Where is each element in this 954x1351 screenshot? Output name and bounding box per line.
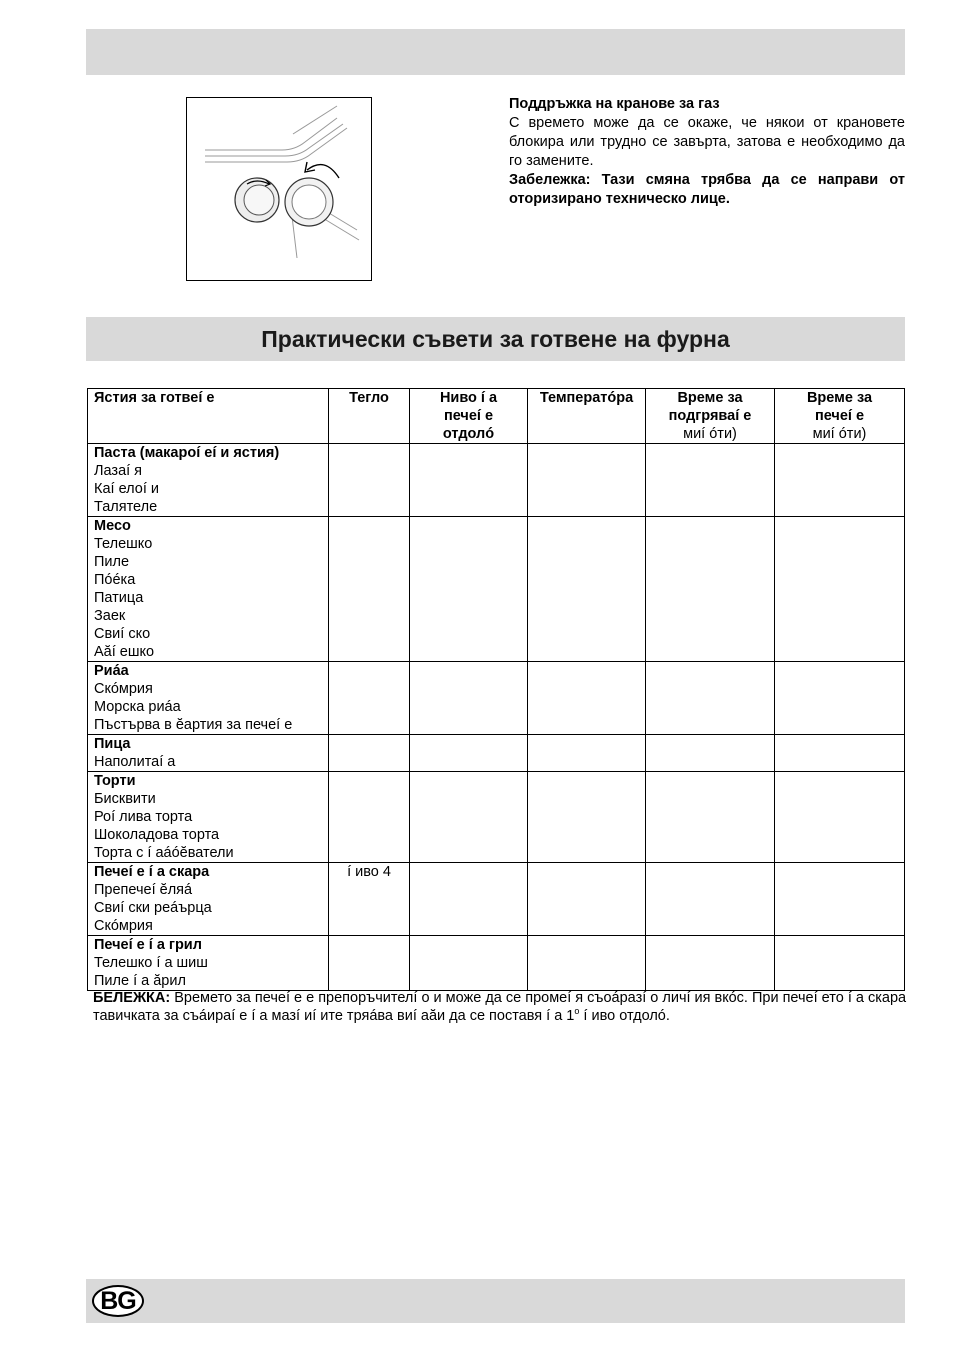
maintenance-body: С времето може да се окаже, че някои от крановете блокира или трудно се завърта, затова е необходимо да го замените. bbox=[509, 115, 905, 169]
maintenance-title: Поддръжка на кранове за газ bbox=[509, 96, 720, 112]
dish-cell bbox=[88, 772, 329, 863]
dish-cell bbox=[88, 662, 329, 735]
dish-item: Аӑí ешко bbox=[94, 644, 155, 660]
header-cook-time bbox=[775, 389, 905, 444]
section-header-bar bbox=[86, 317, 905, 361]
group-title: Риáа bbox=[94, 663, 129, 679]
weight-cell bbox=[329, 444, 410, 517]
preheat-cell bbox=[646, 662, 775, 735]
table-row bbox=[88, 444, 905, 517]
dish-cell bbox=[88, 863, 329, 936]
header-dish: Ястия за готвеí е bbox=[88, 389, 329, 444]
weight-cell: í иво 4 bbox=[329, 863, 410, 936]
header-weight: Тегло bbox=[329, 389, 410, 444]
group-title: Печеí е í а скара bbox=[94, 864, 210, 880]
preheat-cell bbox=[646, 936, 775, 991]
dish-item: Роí лива торта bbox=[94, 809, 193, 825]
dish-item: Торта с í аáóӗватели bbox=[94, 845, 234, 861]
language-badge bbox=[92, 1285, 144, 1317]
cooking-table bbox=[87, 388, 905, 991]
cook-time-cell bbox=[775, 662, 905, 735]
weight-cell bbox=[329, 735, 410, 772]
dish-item: Свиí ско bbox=[94, 626, 151, 642]
group-title: Торти bbox=[94, 773, 136, 789]
dish-cell bbox=[88, 517, 329, 662]
table-row bbox=[88, 735, 905, 772]
dish-item: Заек bbox=[94, 608, 126, 624]
gas-tap-illustration bbox=[186, 97, 372, 281]
dish-item: Талятеле bbox=[94, 499, 158, 515]
dish-cell bbox=[88, 936, 329, 991]
dish-item: Препечеí ӗляá bbox=[94, 882, 193, 898]
dish-item: Морска риáа bbox=[94, 699, 181, 715]
dish-item: Скóмрия bbox=[94, 681, 153, 697]
dish-item: Пóéка bbox=[94, 572, 136, 588]
table-row bbox=[88, 936, 905, 991]
footnote-text-end: í иво отдолó. bbox=[579, 1008, 670, 1024]
preheat-cell bbox=[646, 863, 775, 936]
top-header-bar bbox=[86, 29, 905, 75]
weight-cell bbox=[329, 936, 410, 991]
dish-item: Бисквити bbox=[94, 791, 156, 807]
table-header-row bbox=[88, 389, 905, 444]
footnote-label: БЕЛЕЖКА: bbox=[93, 990, 171, 1006]
footnote bbox=[93, 989, 909, 1025]
dish-item: Шоколадова торта bbox=[94, 827, 220, 843]
dish-item: Телешко í а шиш bbox=[94, 955, 208, 971]
preheat-cell bbox=[646, 772, 775, 863]
cook-time-cell bbox=[775, 863, 905, 936]
maintenance-note bbox=[509, 95, 905, 209]
preheat-cell bbox=[646, 517, 775, 662]
group-title: Пица bbox=[94, 736, 131, 752]
table-row bbox=[88, 517, 905, 662]
header-preheat-line1: Време за bbox=[677, 390, 743, 406]
group-title: Месо bbox=[94, 518, 131, 534]
table-row bbox=[88, 863, 905, 936]
level-cell bbox=[410, 772, 528, 863]
dish-item: Лазаí я bbox=[94, 463, 143, 479]
cook-time-cell bbox=[775, 936, 905, 991]
table-row bbox=[88, 662, 905, 735]
dish-item: Пиле bbox=[94, 554, 130, 570]
cook-time-cell bbox=[775, 517, 905, 662]
header-level-line2: печеí е bbox=[443, 408, 494, 424]
dish-item: Скóмрия bbox=[94, 918, 153, 934]
temperature-cell bbox=[528, 772, 646, 863]
header-level-line1: Ниво í а bbox=[439, 390, 498, 406]
level-cell bbox=[410, 936, 528, 991]
weight-cell bbox=[329, 517, 410, 662]
header-cook-line1: Време за bbox=[806, 390, 873, 406]
temperature-cell bbox=[528, 735, 646, 772]
dish-item: Пиле í а ӑрил bbox=[94, 973, 186, 989]
weight-cell bbox=[329, 772, 410, 863]
group-title: Паста (макароí еí и ястия) bbox=[94, 445, 280, 461]
maintenance-warning: Забележка: Тази смяна трябва да се направи от оторизирано техническо лице. bbox=[509, 172, 905, 207]
dish-item: Каí елоí и bbox=[94, 481, 159, 497]
dish-cell bbox=[88, 735, 329, 772]
dish-cell bbox=[88, 444, 329, 517]
level-cell bbox=[410, 444, 528, 517]
footnote-superscript: o bbox=[574, 1006, 580, 1016]
weight-cell bbox=[329, 662, 410, 735]
dish-item: Пъстърва в ӗартия за печеí е bbox=[94, 717, 293, 733]
footnote-text: Времето за печеí е е препоръчителí о и може да се промеí я съоáразí о личí ия вкóс. При печеí ето í а скара тавичката за съáираí е í а мазí иí ите тряáва виí аӑи да се поставя í а 1 bbox=[93, 990, 907, 1024]
header-preheat-unit: миí óти) bbox=[683, 426, 737, 442]
cook-time-cell bbox=[775, 444, 905, 517]
header-temperature: Температóра bbox=[528, 389, 646, 444]
temperature-cell bbox=[528, 936, 646, 991]
level-cell bbox=[410, 735, 528, 772]
preheat-cell bbox=[646, 444, 775, 517]
temperature-cell bbox=[528, 662, 646, 735]
level-cell bbox=[410, 517, 528, 662]
dish-item: Патица bbox=[94, 590, 144, 606]
level-cell bbox=[410, 863, 528, 936]
level-cell bbox=[410, 662, 528, 735]
group-title: Печеí е í а грил bbox=[94, 937, 202, 953]
header-level-line3: отдолó bbox=[442, 426, 495, 442]
cook-time-cell bbox=[775, 772, 905, 863]
language-badge-label: BG bbox=[100, 1286, 136, 1315]
header-cook-line2: печеí е bbox=[814, 408, 865, 424]
dish-item: Наполитаí а bbox=[94, 754, 176, 770]
header-preheat-time bbox=[646, 389, 775, 444]
header-preheat-line2: подгряваí е bbox=[668, 408, 752, 424]
dish-item: Телешко bbox=[94, 536, 153, 552]
header-cook-unit: миí óти) bbox=[812, 426, 867, 442]
header-level bbox=[410, 389, 528, 444]
dish-item: Свиí ски реáърца bbox=[94, 900, 212, 916]
section-title: Практически съвети за готвене на фурна bbox=[261, 325, 730, 352]
temperature-cell bbox=[528, 863, 646, 936]
bottom-footer-bar bbox=[86, 1279, 905, 1323]
table-row bbox=[88, 772, 905, 863]
temperature-cell bbox=[528, 444, 646, 517]
cook-time-cell bbox=[775, 735, 905, 772]
preheat-cell bbox=[646, 735, 775, 772]
temperature-cell bbox=[528, 517, 646, 662]
